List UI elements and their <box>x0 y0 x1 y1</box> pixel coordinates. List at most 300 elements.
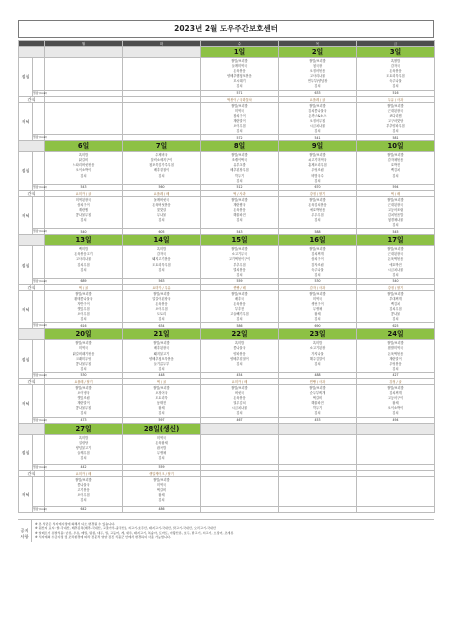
menu-item: 김치 <box>314 317 321 322</box>
menu-item: 김치찌개 <box>311 252 324 257</box>
lunch-menu-cell <box>123 152 201 185</box>
dinner-menu-cell <box>201 384 279 417</box>
menu-item: 양배추청포묵볶음 <box>149 356 174 361</box>
day-row <box>19 329 435 340</box>
lunch-menu-cell <box>123 340 201 373</box>
menu-item: 느타리버섯볶음 <box>72 163 95 168</box>
menu-item: 김치 <box>392 317 399 322</box>
kcal-cell: 453 <box>279 417 357 423</box>
day-cell: 3일 <box>357 47 435 58</box>
menu-item: 김치무침 <box>389 307 402 312</box>
menu-item: 잡채 <box>158 406 165 411</box>
dinner-menu-cell <box>123 476 201 506</box>
snack-cell: 요미카 / 우유 <box>123 284 201 290</box>
menu-item: 미역국 <box>78 346 89 351</box>
menu-item: 김치 <box>80 411 87 416</box>
kcal-cell: 488 <box>279 372 357 378</box>
kcal-cell <box>279 506 357 512</box>
kcal-label: 열량 (kcal) <box>33 90 48 95</box>
menu-item: 삼치구이 <box>311 257 324 262</box>
menu-item: 해물파전 <box>311 401 324 406</box>
menu-item: 순두부찌개 <box>309 391 326 396</box>
notice-line: ※ 본 식단은 식자재사정에 의해서 다소 변경될 수 있습니다. <box>35 521 116 526</box>
snack-cell: 떡 / 배 <box>357 190 435 196</box>
menu-item: 미역국 <box>234 108 245 113</box>
menu-item: 쌀밥/보리밥 <box>309 197 326 202</box>
menu-item: 멸치볶음 <box>233 267 246 272</box>
lunch-sub <box>33 58 45 91</box>
kcal-cell: 586 <box>201 323 279 329</box>
day-cell <box>201 423 279 434</box>
day-cell: 2일 <box>279 47 357 58</box>
menu-item: 도토리묵무침 <box>386 74 405 79</box>
lunch-menu-cell <box>201 246 279 279</box>
menu-item: 부대찌개 <box>389 296 402 301</box>
kcal-cell: 494 <box>357 417 435 423</box>
menu-item: 쌀밥/보리밥 <box>231 385 248 390</box>
menu-item: 쌀밥/보리밥 <box>309 59 326 63</box>
menu-item: 오징어무침 <box>309 118 326 123</box>
lunch-sub <box>33 434 45 464</box>
menu-item: 쌀밥/보리밥 <box>387 103 404 108</box>
lunch-menu-cell <box>279 246 357 279</box>
menu-item: 도토리묵 <box>155 396 168 401</box>
dinner-sub <box>33 384 45 417</box>
snack-cell: 떡 / 귤 <box>123 378 201 384</box>
kcal-label: 열량 (kcal) <box>33 229 48 234</box>
kcal-label: 열량 (kcal) <box>33 372 48 377</box>
menu-item: 해물파전 <box>233 212 246 217</box>
menu-item: 김치 <box>236 218 243 223</box>
menu-item: 쌀밥/보리밥 <box>231 103 248 108</box>
menu-item: 근대된장국 <box>387 108 404 113</box>
menu-item: 오이무침 <box>233 123 246 128</box>
day-cell <box>123 47 201 58</box>
dinner-menu-cell <box>123 102 201 135</box>
menu-item: 흑미밥 <box>78 153 89 158</box>
lunch-menu-cell <box>45 434 123 464</box>
menu-item: 숙주나물 <box>311 267 324 272</box>
menu-item: 돈육볶음 <box>155 302 168 306</box>
menu-item: 쌀밥/보리밥 <box>231 247 248 252</box>
snack-cell: 두유 / 사과 <box>357 96 435 102</box>
day-cell: 15일 <box>201 235 279 246</box>
menu-item: 감자국 <box>390 64 401 69</box>
menu-item: 김치 <box>158 455 165 460</box>
menu-item: 김치 <box>314 361 321 366</box>
kcal-cell: 633 <box>279 90 357 96</box>
kcal-cell: 442 <box>45 464 123 470</box>
menu-item: 고구마맛탕 <box>387 118 404 123</box>
day-cell: 24일 <box>357 329 435 340</box>
day-cell: 28일(생신) <box>123 423 201 434</box>
menu-item: 시금치나물 <box>309 123 326 128</box>
kcal-cell: 560 <box>123 184 201 190</box>
dinner-label: 저녁 <box>19 290 33 329</box>
menu-item: 계란말이 <box>389 356 402 361</box>
menu-item: 돈육김치볶음 <box>308 202 327 207</box>
day-cell: 7일 <box>123 141 201 152</box>
menu-item: 쌀밥/보리밥 <box>309 103 326 108</box>
snack-cell: 떡 / 귤 <box>45 284 123 290</box>
menu-item: 김치찌개 <box>389 391 402 396</box>
menu-item: 콩나물무침 <box>75 361 92 366</box>
snack-label: 간식 <box>19 96 45 102</box>
menu-item: 김치 <box>314 178 321 183</box>
menu-item: 백김치 <box>390 168 401 173</box>
menu-item: 가지나물 <box>311 351 324 356</box>
snack-cell: 떡 / 사과 <box>201 190 279 196</box>
snack-cell: 요플레 / 딸기 <box>45 378 123 384</box>
menu-item: 버섯국 <box>234 391 245 396</box>
menu-item: 김치 <box>80 455 87 460</box>
dinner-menu-cell <box>357 384 435 417</box>
menu-item: 블럭소세지구이 <box>150 158 173 163</box>
snack-label: 간식 <box>19 190 45 196</box>
menu-item: 무생채 <box>156 450 167 455</box>
dinner-menu-cell <box>279 290 357 323</box>
dinner-menu-cell <box>279 102 357 135</box>
menu-item: 자반구이 <box>77 302 90 306</box>
menu-item: 애호박볶음 <box>309 207 326 212</box>
menu-item: 김치 <box>314 129 321 134</box>
menu-item: 소고기무국 <box>231 252 248 257</box>
menu-item: 닭갈비때기볶음 <box>72 351 95 356</box>
dinner-menu-cell <box>279 196 357 229</box>
lunch-label: 점심 <box>19 340 33 379</box>
dinner-row <box>19 290 435 323</box>
menu-item: 김치 <box>236 361 243 366</box>
menu-item: 김치 <box>158 317 165 322</box>
menu-item: 도토리묵무침 <box>152 262 171 267</box>
menu-item: 돈육볶음 <box>233 69 246 74</box>
menu-item: 고들빼기무침 <box>230 312 249 317</box>
menu-item: 김치 <box>158 267 165 272</box>
menu-item: 감자조림 <box>311 262 324 267</box>
menu-item: 꽃맛살 <box>156 207 167 212</box>
day-spacer <box>19 423 45 434</box>
snack-label: 간식 <box>19 284 45 290</box>
lunch-menu-cell <box>201 58 279 91</box>
page-title: 2023년 2월 도우주간보호센터 <box>18 20 434 38</box>
dinner-menu-cell <box>123 384 201 417</box>
dinner-menu-cell <box>357 196 435 229</box>
menu-item: 계란말이 <box>233 118 246 123</box>
lunch-menu-cell <box>279 58 357 91</box>
menu-item: 김치 <box>314 218 321 223</box>
lunch-label: 점심 <box>19 246 33 285</box>
lunch-row <box>19 58 435 91</box>
menu-item: 김치 <box>158 411 165 416</box>
day-cell: 23일 <box>279 329 357 340</box>
dinner-kcal-row <box>19 506 435 512</box>
menu-item: 돈육떡볶음 <box>387 257 404 262</box>
menu-item: 김치 <box>80 218 87 223</box>
menu-item: 김치무침 <box>77 262 90 267</box>
dinner-menu-cell <box>279 384 357 417</box>
kcal-cell: 572 <box>201 135 279 141</box>
menu-item: 꼬시래기 <box>233 79 246 84</box>
dinner-menu-cell <box>201 196 279 229</box>
menu-item: 배추된장국 <box>153 346 170 351</box>
menu-item: 쌀밥/보리밥 <box>387 197 404 202</box>
menu-item: 찹쌀미역국 <box>387 346 404 351</box>
day-cell: 27일 <box>45 423 123 434</box>
menu-item: 고등어조림 <box>387 207 404 212</box>
menu-item: 계란찜국 <box>233 202 246 207</box>
menu-item: 돈육볶음 <box>233 207 246 212</box>
dinner-menu-cell <box>357 102 435 135</box>
day-cell: 22일 <box>201 329 279 340</box>
snack-label: 간식 <box>19 470 45 476</box>
menu-item: 쌀밥/보리밥 <box>387 385 404 390</box>
kcal-cell: 545 <box>357 229 435 235</box>
kcal-cell: 588 <box>279 229 357 235</box>
menu-item: 계란말이 <box>77 401 90 406</box>
menu-item: 해주김말이 <box>309 356 326 361</box>
menu-item: 흑쌀밥 <box>390 59 401 63</box>
dinner-sub <box>33 476 45 506</box>
menu-item: 고기볶음 <box>77 487 90 492</box>
menu-item: 설렁탕 <box>78 440 89 445</box>
snack-cell: 강정 / 귤 <box>357 378 435 384</box>
menu-item: 쌀밥/보리밥 <box>75 385 92 390</box>
lunch-menu-cell <box>279 152 357 185</box>
menu-item: 오징어볶음 <box>309 69 326 74</box>
menu-item: 콩나물 <box>390 312 401 317</box>
menu-item: 깻잎무침 <box>77 307 90 312</box>
snack-cell: 생일케이크 / 딸기 <box>123 470 201 476</box>
notice-line: ※ 원산지 표시: 쌀-국내산, 배추김치(배추-국내산, 고춧가루-중국산), 쇠고기-호주산, 돼지고기-국내산, 닭고기-국내산, 오리고기-국내산 <box>35 526 217 531</box>
menu-item: 콩나물무침 <box>75 212 92 217</box>
kcal-cell: 634 <box>123 323 201 329</box>
menu-item: 김치 <box>392 129 399 134</box>
menu-item: 백김치 <box>390 302 401 306</box>
menu-item: 김치 <box>236 317 243 322</box>
day-cell: 21일 <box>123 329 201 340</box>
day-cell: 9일 <box>279 141 357 152</box>
menu-item: 떡갈비 <box>156 487 167 492</box>
menu-item: 김치 <box>236 411 243 416</box>
kcal-cell <box>357 506 435 512</box>
day-spacer <box>19 235 45 246</box>
menu-item: 쌀밥/보리밥 <box>153 341 170 346</box>
dinner-row <box>19 476 435 506</box>
kcal-cell: 448 <box>123 372 201 378</box>
menu-item: 쌀밥/보리밥 <box>153 385 170 390</box>
dinner-menu-cell <box>201 476 279 506</box>
lunch-label: 점심 <box>19 152 33 191</box>
menu-item: 수제비국 <box>155 153 168 158</box>
lunch-menu-cell <box>123 246 201 279</box>
lunch-menu-cell <box>123 58 201 91</box>
menu-item: 돈까스&소스 <box>308 113 327 118</box>
menu-item: 유부초밥 <box>233 163 246 168</box>
notice-line: ※ 식자재의 수급사정 및 조리환경에 따라 전문적 영양 검진 식품군 안에서 변경하여 사용 가능합니다. <box>35 535 171 540</box>
menu-item: 김치 <box>236 129 243 134</box>
menu-item: 김치 <box>314 411 321 416</box>
kcal-label: 열량 (kcal) <box>33 323 48 328</box>
menu-item: 김치 <box>236 178 243 183</box>
menu-item: 돈육볶음 <box>389 69 402 74</box>
menu-item: 김치 <box>80 497 87 502</box>
menu-item: 쌀밥/보리밥 <box>387 291 404 296</box>
dinner-menu-cell <box>201 290 279 323</box>
menu-item: 양념불고기 <box>75 445 92 450</box>
menu-item: 훈제오리무침 <box>308 163 327 168</box>
snack-cell: 요플레 / 귤 <box>279 96 357 102</box>
notice-section <box>18 519 434 542</box>
dinner-row <box>19 102 435 135</box>
kcal-cell: 642 <box>45 506 123 512</box>
menu-item: 김치 <box>80 366 87 371</box>
menu-item: 열무김치 <box>233 401 246 406</box>
menu-item: 김치 <box>80 173 87 178</box>
snack-cell: 요미카 / 귤 <box>45 190 123 196</box>
header-day: 화 <box>123 41 201 47</box>
kcal-label: 열량 (kcal) <box>33 135 48 140</box>
dinner-sub <box>33 290 45 323</box>
menu-item: 떡갈비 <box>312 396 323 401</box>
snack-cell: 감자 / 사과 <box>279 284 357 290</box>
kcal-cell: 540 <box>45 229 123 235</box>
day-cell: 16일 <box>279 235 357 246</box>
menu-item: 쌀밥/보리밥 <box>75 341 92 346</box>
day-row <box>19 235 435 246</box>
menu-item: 무나물 <box>156 212 167 217</box>
menu-item: 백미밥 <box>78 247 89 252</box>
menu-item: 김치 <box>392 272 399 277</box>
kcal-cell: 454 <box>201 372 279 378</box>
menu-item: 흑미밥 <box>156 247 167 252</box>
menu-item: 돌깨버섯국 <box>153 197 170 202</box>
kcal-label: 열량 (kcal) <box>33 184 48 189</box>
lunch-menu-cell <box>357 434 435 464</box>
lunch-menu-cell <box>357 58 435 91</box>
menu-item: 숙주나물 <box>389 79 402 84</box>
day-cell: 13일 <box>45 235 123 246</box>
lunch-row <box>19 152 435 185</box>
menu-item: 도토리 <box>156 312 167 317</box>
menu-item: 우엉볶음 <box>389 361 402 366</box>
lunch-menu-cell <box>45 152 123 185</box>
dinner-row <box>19 196 435 229</box>
kcal-cell: 467 <box>201 417 279 423</box>
dinner-label: 저녁 <box>19 476 33 512</box>
dinner-menu-cell <box>45 476 123 506</box>
dinner-menu-cell <box>279 476 357 506</box>
kcal-cell: 512 <box>201 184 279 190</box>
menu-item: 김치 <box>392 84 399 89</box>
menu-item: 청경채나물 <box>387 218 404 223</box>
menu-item: 청포묵김가루무침 <box>149 163 174 168</box>
lunch-menu-cell <box>45 340 123 373</box>
menu-item: 흑미밥 <box>312 341 323 346</box>
menu-item: 돈육버섯볶음 <box>152 202 171 207</box>
kcal-cell: 690 <box>279 323 357 329</box>
weekly-menu-table <box>18 40 435 513</box>
menu-item: 오이냉국 <box>77 391 90 396</box>
menu-item: 쌀밥/보리밥 <box>75 477 92 482</box>
menu-item: 김치콩나물국 <box>308 108 327 113</box>
menu-item: 고기떡볶이구이 <box>228 257 251 262</box>
menu-item: 미역국 <box>156 482 167 487</box>
menu-item: 돼지불고기 <box>153 351 170 356</box>
menu-item: 들깨무침 <box>77 450 90 455</box>
snack-cell: 강정 / 딸기 <box>357 284 435 290</box>
menu-item: 김치 <box>158 497 165 502</box>
snack-cell: 찐빵 / 사과 <box>279 378 357 384</box>
dinner-menu-cell <box>357 476 435 506</box>
kcal-label: 열량 (kcal) <box>33 278 48 283</box>
menu-item: 김치볶음밥 <box>387 212 404 217</box>
header-day: 목 <box>279 41 357 47</box>
snack-cell: 강정 / 딸기 <box>279 190 357 196</box>
menu-item: 김치 <box>80 267 87 272</box>
menu-item: 시금치나물 <box>387 267 404 272</box>
kcal-cell: 530 <box>279 278 357 284</box>
dinner-menu-cell <box>45 384 123 417</box>
menu-item: 얼갈이된장국 <box>152 296 171 301</box>
day-row <box>19 47 435 58</box>
day-spacer <box>19 329 45 340</box>
menu-item: 김치 <box>236 84 243 89</box>
menu-item: 잡채 <box>314 312 321 317</box>
lunch-sub <box>33 246 45 279</box>
lunch-menu-cell <box>201 434 279 464</box>
snack-cell: 요미카 / 배 <box>201 378 279 384</box>
lunch-menu-cell <box>279 340 357 373</box>
kcal-cell: 427 <box>357 372 435 378</box>
kcal-cell: 581 <box>357 135 435 141</box>
menu-item: 양배추겉절이 <box>230 356 249 361</box>
kcal-label: 열량 (kcal) <box>33 464 48 469</box>
header-day: 수 <box>201 41 279 47</box>
notice-line: ※ 알레르기 유발식품: 난류, 우유, 메밀, 땅콩, 대두, 밀, 고등어, 게, 새우, 돼지고기, 복숭아, 토마토, 아황산류, 호두, 닭고기, 쇠고기, 오징어, 조개류 <box>35 530 234 535</box>
menu-item: 깍두기 <box>312 406 323 411</box>
menu-item: 근대된장국 <box>387 252 404 257</box>
dinner-menu-cell <box>45 102 123 135</box>
menu-item: 오이소박이 <box>75 168 92 173</box>
menu-item: 김치 <box>158 218 165 223</box>
day-cell: 17일 <box>357 235 435 246</box>
lunch-menu-cell <box>357 340 435 373</box>
lunch-menu-cell <box>45 246 123 279</box>
menu-item: 쌀밥/보리밥 <box>309 153 326 158</box>
menu-item: 김치 <box>314 272 321 277</box>
menu-item: 고사리나물 <box>75 257 92 262</box>
menu-item: 시금치나물 <box>231 406 248 411</box>
menu-item: 쌀밥/보리밥 <box>231 291 248 296</box>
menu-item: 감자채볶음 <box>387 158 404 163</box>
menu-item: 김치 <box>158 366 165 371</box>
snack-cell: 떡볶이 / 국화꽃차 <box>201 96 279 102</box>
menu-item: 양배추햄청포볶음 <box>227 74 252 79</box>
day-cell <box>45 47 123 58</box>
menu-item: 콩나물국 <box>233 346 246 351</box>
menu-item: 양파볶음 <box>233 351 246 356</box>
menu-item: 감자국 <box>156 252 167 257</box>
notice-text <box>32 520 236 542</box>
menu-item: 돈육떡볶음 <box>387 351 404 356</box>
kcal-cell: 571 <box>201 90 279 96</box>
menu-item: 돈육볶음고기 <box>74 252 93 257</box>
menu-item: 돈육볶음 <box>233 396 246 401</box>
menu-item: 쌀밥/보리밥 <box>75 291 92 296</box>
lunch-row <box>19 340 435 373</box>
kcal-cell: 530 <box>45 372 123 378</box>
lunch-label: 점심 <box>19 58 33 97</box>
